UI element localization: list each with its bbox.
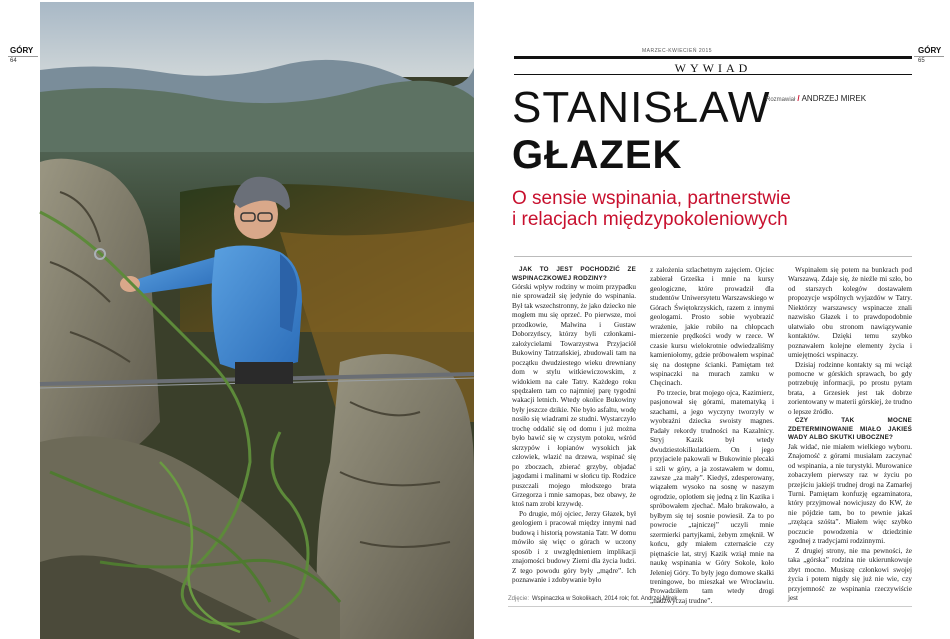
paragraph: Dzisiaj rodzinne kontakty są mi wciąż pomocne w górskich sprawach, bo gdy potrzebuję informacji, po prostu pytam brata, a Grzesiek jest tak dobrze zorientowany w materii górskiej, że trudno o lepsze źródło. [788,360,912,416]
byline-label: Rozmawiał [766,97,796,103]
question-1: JAK TO JEST POCHODZIĆ ZE WSPINACZKOWEJ RODZINY? [512,266,636,282]
article-column-1 [512,266,636,591]
paragraph: Po trzecie, brat mojego ojca, Kazimierz, pasjonował się górami, matematyką i szachami, a jego wyczyny tworzyły w wyobraźni dziecka swoisty magnes. Padały rekordy trudności na Kazalnicy. Stryj Kazik był wtedy dwudziestokilkulatkiem. On i jego przyjaciele pakowali w Bukowinie plecaki i szli w góry, a ja zostawałem w domu, zawsze „za mały”. Kiedyś, zdesperowany, wiązałem wysoko na sosnę w naszym ogrodzie, oplotłem się jedną z lin Kazika i spróbowałem zjechać. Mało brakowało, a byłbym się tej sosnie powiesił. Za to po powrocie „tajniczej” uczyli mnie szermierki partyjkami, żebym zmęknił. W końcu, gdy miałem czternaście czy piętnaście lat, stryj Kazik wziął mnie na naukę wspinania w Góry Sokole, koło Jeleniej Góry. To były jego domowe skałki treningowe, bo mieszkał we Wrocławiu. Prowadziłem tam wtedy drogi „nadzwyczaj trudne”. [650,388,774,605]
subtitle-line-2: i relacjach międzypokoleniowych [512,209,788,230]
article-column-2 [650,266,774,605]
subtitle [512,188,912,230]
paragraph: Po drugie, mój ojciec, Jerzy Głazek, był geologiem i pracował między innymi nad budową i historią powstania Tatr. W domu mówiło się więc o górach w uczony sposób i z uwzględnieniem implikacji znajomości budowy Ziemi dla życia ludzi. Z tego powodu góry były „mądre”. Ich poznawanie i zdobywanie było [512,509,636,585]
article-column-3 [788,266,912,602]
paragraph: Z drugiej strony, nie ma pewności, że taka „górska” rodzina nie ukierunkowuje zbyt mocno. Musiszę członkowi swojej życia i potem nigdy się już nie wie, czy przyjemność ze wspinania rzeczywiście jest [788,546,912,602]
right-tag-rule [914,56,944,57]
headline-last-name: GŁAZEK [512,133,683,177]
caption-text: Wspinaczka w Sokolikach, 2014 rok; fot. Andrzej Mirek [532,596,678,602]
header-divider [514,256,912,257]
kicker-bar [514,56,912,75]
left-page-number: 64 [10,58,17,64]
question-2: CZY TAK MOCNE ZDETERMINOWANIE MIAŁO JAKIEŚ WADY ALBO SKUTKI UBOCZNE? [788,417,912,442]
climber-photo [40,2,474,639]
photo-caption [508,596,677,602]
photo-illustration [40,2,474,639]
issue-date: MARZEC-KWIECIEŃ 2015 [642,48,713,54]
paragraph: Jak widać, nie miałem wielkiego wyboru. Znajomość z górami musiałam zaczynać od wspinania, a nie turystyki. Murowanice zobaczyłem pierwszy raz w życiu po przejściu jakiejś trudnej drogi na Zamarłej Turni. Pamiętam konfuzję egzaminatora, który przyjmował nowicjuszy do KW, że nie pójdzie tam, bo to pewnie jakaś „rzężąca szóśta”. Miałem więc szybko poczucie powodzenia w dziedzinie zgodnej z tradycjami rodzinnymi. [788,442,912,546]
caption-divider [508,606,912,607]
paragraph: Górski wpływ rodziny w moim przypadku nie sprowadził się jedynie do wspinania. Był tak wszechstronny, że jako dziecko nie mogłem mu się oprzeć. Po pierwsze, moi przodkowie, Malwina i Gustaw Doborzyńscy, którzy byli członkami-założycielami Towarzystwa Przyjaciół Bukowiny Tatrzańskiej, zbudowali tam na początku dwudziestego wieku drewniany dom w stylu witkiewiczowskim, z widokiem na całe Tatry. Każdego roku spędzałem tam co najmniej parę tygodni wakacji letnich. Wtedy okolice Bukowiny były jeszcze dzikie. Nie było asfaltu, wodę nosiło się wiadrami ze studni. Wystarczyło trochę oddalić się od domu i już można było bawić się w czystym potoku, wśród skrzypów i łopianów wysokich jak człowiek, wlazić na drzewa, wspinać się po zboczach, zbierać grzyby, objadać jagodami i malinami w słońcu tip. Rodzice puszczali mojego młodszego brata Grzegorza i mnie samopas, bez obawy, że ktoś nam zrobi krzywdę. [512,283,636,509]
headline-first-name: STANISŁAW [512,83,771,132]
paragraph: Wspinałem się potem na bunkrach pod Warszawą. Zdaje się, że nieźle mi szło, bo od starszych kolegów dostawałem propozycje wspólnych wyjazdów w Tatry. Niektórzy warszawscy wspinacze znali nazwisko Głazek i to prawdopodobnie ułatwiało obu stronom nawiązywanie kontaktów. Dzięki temu szybko poznawałem kolejne elementy życia i umiejętności wspinaczy. [788,266,912,360]
byline [766,94,866,103]
caption-label: Zdjęcie: [508,596,530,602]
byline-slash-icon: / [797,94,800,103]
subtitle-line-1: O sensie wspinania, partnerstwie [512,188,791,209]
kicker-label: WYWIAD [674,61,752,75]
byline-name: ANDRZEJ MIREK [801,94,867,103]
right-section-tag: GÓRY [918,46,942,55]
left-tag-rule [8,56,38,57]
paragraph: z założenia szlachetnym zajęciem. Ojciec zabierał Grześka i mnie na kursy geologiczne, które prowadził dla studentów Uniwersytetu Warszawskiego w Górach Świętokrzyskich, razem z innymi geologami. Prosto sobie wyobrazić wrażenie, jakie robiło na chłopcach mierzenie prędkości wody w rzece. W czasie kursu wielokrotnie odwiedzaliśmy kamieniołomy, gdzie próbowałem wspinać się na dostępne ścianki. Pamiętam też wspinaczki na murach zamku w Chęcinach. [650,266,774,388]
left-section-tag: GÓRY [10,46,34,55]
right-page-number: 65 [918,58,925,64]
